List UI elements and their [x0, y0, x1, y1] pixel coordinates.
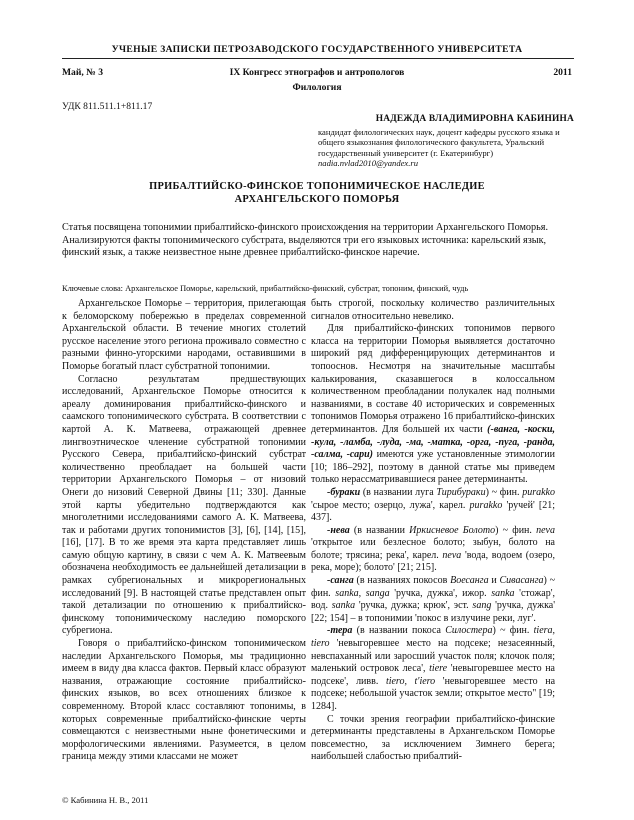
entry-text: 'невыгоревшее место на подсеке', ливв.	[311, 663, 555, 687]
etymology-entry	[311, 575, 555, 625]
entry-text: 'вода, водоем (озеро, река, море); болото' [21; 215].	[311, 549, 556, 574]
entry-text: (в названиях покосов	[356, 575, 448, 587]
udk-code: УДК 811.511.1+811.17	[62, 101, 153, 112]
paragraph-continued: быть строгой, поскольку количество различительных сигналов относительно невелико.	[311, 298, 555, 322]
entry-text: 'открытое или безлесное болото; зыбун, болото на болоте; трясина; река', карел.	[311, 537, 555, 561]
word-form: sanka	[491, 587, 515, 599]
entry-text: (в названии покоса	[356, 625, 441, 637]
word-form: neva	[442, 549, 462, 561]
entry-text: (в названии луга	[362, 486, 434, 498]
author-name: НАДЕЖДА ВЛАДИМИРОВНА КАБИНИНА	[375, 114, 574, 124]
word-form: tiera, tiero	[311, 625, 556, 650]
toponym: Воесанга	[450, 575, 489, 587]
issue-year: 2011	[553, 67, 572, 78]
entry-text: 'ручка, дужка' [22; 154] – в топонимии 'покос в излучине реки, луг'.	[311, 600, 556, 624]
entry-text: 'невыгоревшее место на подсеке; незасеянный, невспаханный или заросший участок поля; клочок поля; маленький островок леса',	[311, 638, 555, 675]
word-form: tiero, t'iero	[385, 675, 436, 687]
article-title	[0, 181, 634, 207]
determinant-term: -нева	[327, 524, 350, 536]
toponym: Иркисневое Болото	[409, 524, 496, 536]
text-column-right	[311, 298, 555, 764]
author-email[interactable]: nadia.nvlad2010@yandex.ru	[318, 158, 419, 169]
text-column-left	[62, 298, 306, 764]
word-form: tiere	[429, 663, 448, 675]
toponym: Сивасанга	[499, 575, 544, 587]
entry-text: ) ~ фин.	[485, 486, 520, 498]
issue-number: Май, № 3	[62, 67, 104, 78]
word-form: purakko	[469, 499, 503, 511]
paragraph: Говоря о прибалтийско-финском топонимическом наследии Архангельского Поморья, мы традиционно имеем в виду два класса фактов. Первый класс образуют названия, отражающие состояние прибалтийско-финских языков, во всех отношениях близкое к современному. Второй класс составляют топонимы, в которых современные прибалтийско-финские черты совмещаются с неизвестными ныне фонетическими и морфологическими явлениями. Разумеется, в целом граница между этими классами не может	[62, 638, 306, 763]
author-block	[318, 114, 582, 169]
entry-text: ) ~ фин.	[311, 575, 556, 599]
toponym: Тирибураки	[436, 486, 486, 498]
entry-text: ) ~ фин.	[495, 524, 532, 536]
word-form: purakko	[522, 486, 555, 498]
determinant-term: -санга	[327, 575, 354, 587]
entry-text: 'ручка, дужка', ижор.	[394, 587, 487, 599]
entry-text: 'стожар', вод.	[311, 587, 556, 612]
header-rule	[62, 58, 574, 59]
determinant-term: -тера	[327, 625, 353, 637]
toponym: Силостера	[445, 625, 493, 637]
word-form: sanka	[331, 600, 356, 612]
author-affiliation: кандидат филологических наук, доцент кафедры русского языка и общего языкознания филологического факультета, Уральский государственный университет (г. Екатеринбург)	[318, 126, 560, 158]
word-form: sang	[472, 600, 492, 612]
entry-text: ) ~ фин.	[492, 625, 530, 637]
entry-text: 'невыгоревшее место на подсеке; небольшой участок земли; открытое место" [19; 1284].	[311, 675, 556, 712]
paragraph: С точки зрения географии прибалтийско-финские детерминанты представлены в Архангельском Поморье повсеместно, за исключением Зимнего берега; наибольшей слабостью прибалтий-	[311, 713, 555, 763]
congress-title: IX Конгресс этнографов и антропологов	[229, 67, 405, 78]
abstract: Статья посвящена топонимии прибалтийско-финского происхождения на территории Архангельского Поморья. Анализируются факты топонимического субстрата, выделяются три его языковых источника: карельский язык, финский язык, а также неизвестное ныне древнее прибалтийско-финское наречие.	[62, 222, 548, 259]
paragraph: Архангельское Поморье – территория, прилегающая к беломорскому побережью в пределах современной Архангельской области. В течение многих столетий русское население этого региона проживало совместно с разными финно-угорскими народами, оставившими в Поморье богатый пласт субстратной топонимии.	[62, 298, 306, 372]
entry-text: (в названии	[353, 524, 405, 536]
paragraph: Согласно результатам предшествующих исследований, Архангельское Поморье относится к ареалу доминирования прибалтийско-финского и саамского топонимического субстрата. В соответствии с картой А. К. Матвеева, отражающей древнее лингвоэтническое членение субстратной топонимии Русского Севера, прибалтийско-финский субстрат количественно преобладает на большей части территории Архангельского Поморья – от низовий Онеги до низовий Северной Двины [11; 330]. Данные этой карты убедительно подтверждаются как многолетними исследованиями самого А. К. Матвеева, так и работами других топонимистов [3], [6], [14], [15], [16], [17]. В то же время эта карта представляет лишь самую общую картину, в связи с чем А. К. Матвеевым обозначена необходимость ее дальнейшей детализации в рамках субрегиональных и микрорегиональных исследований [9]. В настоящей статье представлен опыт такой детализации по отношению к прибалтийско-финскому топонимическому наследию поморского субрегиона.	[62, 373, 306, 637]
article-title-line-2: АРХАНГЕЛЬСКОГО ПОМОРЬЯ	[234, 193, 400, 205]
determinant-term: -бураки	[327, 486, 361, 498]
determinant-list: (-ванга, -коски, -кула, -ламба, -луда, -ма, -матка, -орга, -пуга, -ранда, -салма, -сари)	[311, 423, 556, 461]
section-name: Филология	[292, 82, 342, 93]
journal-title: УЧЕНЫЕ ЗАПИСКИ ПЕТРОЗАВОДСКОГО ГОСУДАРСТВЕННОГО УНИВЕРСИТЕТА	[111, 44, 523, 55]
etymology-entry	[311, 525, 555, 575]
paragraph-text: Для прибалтийско-финских топонимов первого класса на территории Поморья выявляется достаточно широкий ряд дифференцирующих детерминантов и топооснов. Несмотря на значительные масштабы калькирования, сказавшегося в колоссальном количественном преобладании полукалек над полными названиями, в составе 40 исторических и современных топонимов Поморья отражено 16 прибалтийско-финских детерминантов. Для большей их части	[311, 323, 555, 435]
entry-text: 'сырое место; озерцо, лужа', карел.	[311, 499, 466, 511]
keywords: Ключевые слова: Архангельское Поморье, карельский, прибалтийско-финский, субстрат, топоним, финский, чудь	[62, 284, 469, 293]
copyright: © Кабинина Н. В., 2011	[62, 795, 149, 805]
etymology-entry	[311, 625, 555, 713]
paragraph	[311, 323, 555, 487]
entry-text: и	[491, 575, 497, 587]
word-form: neva	[536, 524, 555, 536]
paragraph-text: имеются уже установленные этимологии [10; 186–292], поэтому в данной статье мы приведем только нерассматривавшиеся ранее детерминанты.	[311, 449, 555, 486]
word-form: sanka, sanga	[335, 587, 390, 599]
article-title-line-1: ПРИБАЛТИЙСКО-ФИНСКОЕ ТОПОНИМИЧЕСКОЕ НАСЛЕДИЕ	[149, 181, 485, 192]
entry-text: 'ручей' [21; 437].	[311, 499, 556, 524]
etymology-entry	[311, 487, 555, 525]
entry-text: 'ручка, дужка; крюк', эст.	[358, 600, 469, 612]
